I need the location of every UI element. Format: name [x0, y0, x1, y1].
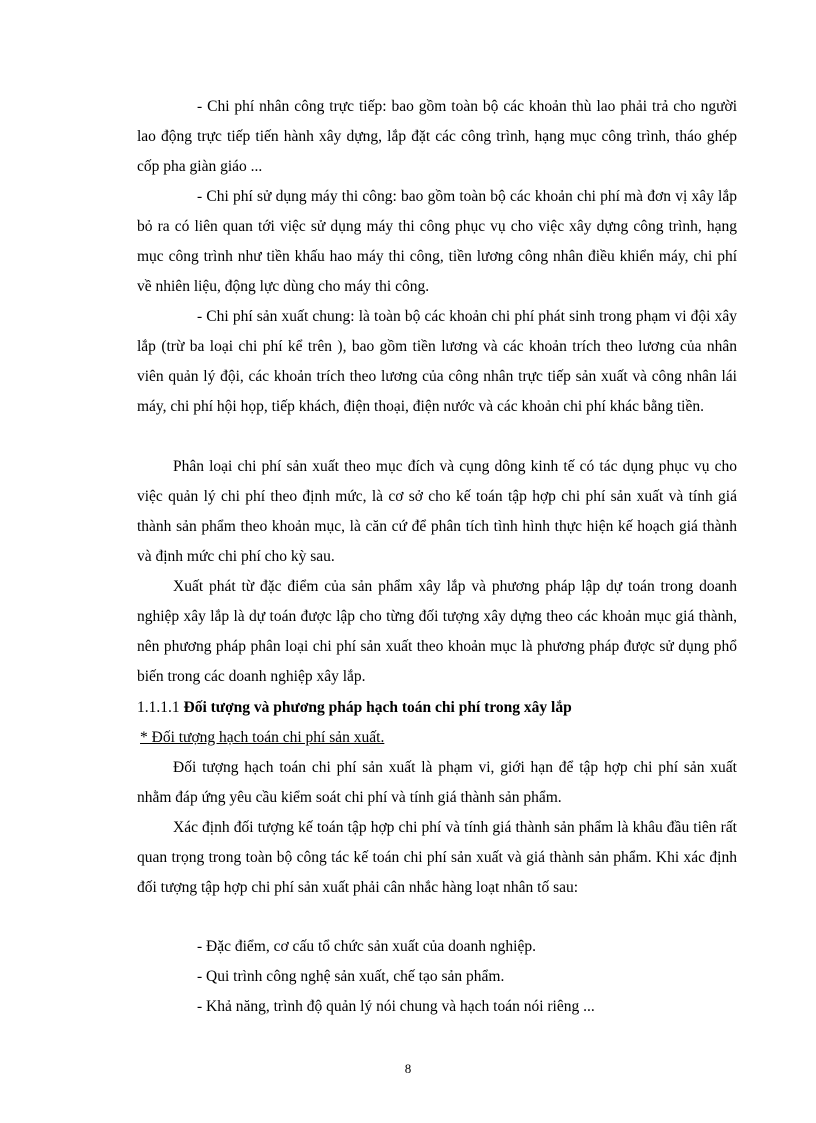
paragraph-direct-labor-cost: - Chi phí nhân công trực tiếp: bao gồm toàn bộ các khoản thù lao phải trả cho người lao động trực tiếp tiến hành xây dựng, lắp đặt các công trình, hạng mục công trình, tháo ghép cốp pha giàn giáo ...: [137, 98, 737, 175]
list-item: - Qui trình công nghệ sản xuất, chế tạo sản phẩm.: [197, 968, 505, 985]
paragraph-determine-object: Xác định đối tượng kế toán tập hợp chi phí và tính giá thành sản phẩm là khâu đầu tiên rất quan trọng trong toàn bộ công tác kế toán chi phí sản xuất và giá thành sản phẩm. Khi xác định đối tượng tập hợp chi phí sản xuất phải cân nhắc hàng loạt nhân tố sau:: [137, 819, 737, 896]
section-number: 1.1.1.1: [137, 699, 180, 716]
page-number: 8: [404, 1061, 412, 1076]
paragraph-machine-cost: - Chi phí sử dụng máy thi công: bao gồm toàn bộ các khoản chi phí mà đơn vị xây lắp bỏ ra có liên quan tới việc sử dụng máy thi công phục vụ cho việc xây dựng công trình, hạng mục công trình như tiền khấu hao máy thi công, tiền lương công nhân điều khiển máy, chi phí về nhiên liệu, động lực dùng cho máy thi công.: [137, 188, 737, 295]
section-title: Đối tượng và phương pháp hạch toán chi phí trong xây lắp: [183, 699, 572, 716]
section-heading: [137, 693, 572, 723]
paragraph-cost-object: Đối tượng hạch toán chi phí sản xuất là phạm vi, giới hạn để tập hợp chi phí sản xuất nhằm đáp ứng yêu cầu kiểm soát chi phí và tính giá thành sản phẩm.: [137, 759, 737, 806]
list-item: - Khả năng, trình độ quản lý nói chung và hạch toán nói riêng ...: [197, 998, 595, 1015]
subheading: * Đối tượng hạch toán chi phí sản xuất.: [140, 729, 385, 746]
paragraph-general-production-cost: - Chi phí sản xuất chung: là toàn bộ các khoản chi phí phát sinh trong phạm vi đội xây lắp (trừ ba loại chi phí kể trên ), bao gồm tiền lương và các khoản trích theo lương của nhân viên quản lý đội, các khoản trích theo lương của công nhân trực tiếp sản xuất và công nhân lái máy, chi phí hội họp, tiếp khách, điện thoại, điện nước và các khoản chi phí khác bằng tiền.: [137, 308, 737, 415]
paragraph-origin: Xuất phát từ đặc điểm của sản phẩm xây lắp và phương pháp lập dự toán trong doanh nghiệp xây lắp là dự toán được lập cho từng đối tượng xây dựng theo các khoản mục giá thành, nên phương pháp phân loại chi phí sản xuất theo khoản mục là phương pháp được sử dụng phổ biến trong các doanh nghiệp xây lắp.: [137, 578, 737, 685]
list-item: - Đặc điểm, cơ cấu tổ chức sản xuất của doanh nghiệp.: [197, 938, 536, 955]
paragraph-classification: Phân loại chi phí sản xuất theo mục đích và cụng dông kinh tế có tác dụng phục vụ cho việc quản lý chi phí theo định mức, là cơ sở cho kế toán tập hợp chi phí sản xuất và tính giá thành sản phẩm theo khoản mục, là căn cứ để phân tích tình hình thực hiện kế hoạch giá thành và định mức chi phí cho kỳ sau.: [137, 458, 737, 565]
